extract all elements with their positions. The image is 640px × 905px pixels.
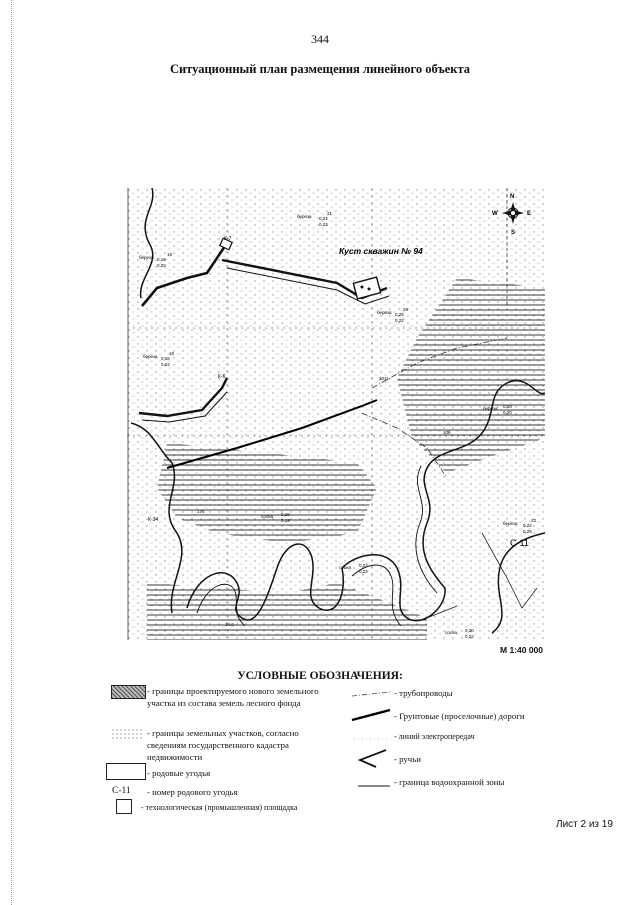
well-cluster-label: Куст скважин № 94 [339, 246, 423, 256]
forest-note-top: 18 [169, 351, 175, 356]
legend-pipelines-text: - трубопроводы [394, 688, 453, 698]
legend-streams-symbol [356, 748, 388, 773]
forest-note-species: береза [483, 406, 498, 411]
stream-line-symbol [356, 748, 388, 768]
page-number: 344 [311, 32, 329, 46]
forest-note-species: береза [139, 255, 154, 260]
label-k6: К-6 [218, 374, 226, 380]
label-106: 106 [443, 430, 451, 435]
legend-power-text: - линий электропередач [394, 732, 475, 741]
legend-streams-text: - ручьи [394, 754, 421, 764]
binding-margin-line [11, 0, 12, 905]
forest-note-fraction: 0,21 [319, 216, 328, 221]
legend-ancestral-swatch [106, 763, 146, 780]
forest-note-top: 19 [167, 252, 173, 257]
forest-note-fraction: 0,19 [503, 404, 512, 409]
legend-new-plot-text: - границы проектируемого нового земельного участка из состава земель лесного фонда [147, 686, 319, 709]
legend-water-zone-text: - граница водоохранной зоны [394, 777, 505, 787]
legend-tech-site-text: - технологическая (промышленная) площадка [141, 803, 298, 812]
forest-note-species: береза [503, 521, 518, 526]
situation-map [127, 188, 545, 640]
label-176: 176 [197, 509, 205, 514]
road-line-symbol [350, 708, 392, 722]
forest-note-fraction: 0,20 [465, 628, 474, 633]
power-line-symbol [352, 734, 392, 744]
pipeline-line-symbol [350, 689, 392, 699]
forest-note-top: 21 [327, 211, 333, 216]
sheet-number: Лист 2 из 19 [556, 819, 613, 830]
forest-note-fraction: 0,22 [523, 523, 532, 528]
forest-note-species: сосна [445, 630, 458, 635]
forest-note-species: сосна [339, 565, 352, 570]
legend-water-zone-symbol [356, 777, 392, 795]
legend-c11-code: С-11 [112, 786, 131, 796]
forest-note-top: 22 [531, 518, 537, 523]
forest-note-fraction: 0,19 [157, 257, 166, 262]
legend-pipelines-symbol [350, 686, 392, 704]
forest-note-sub: 0,19 [281, 518, 290, 523]
compass-north: N [510, 194, 515, 200]
legend-cadastre-text: - границы земельных участков, согласно сведениям государственного кадастра недвижимости [147, 728, 299, 763]
legend-new-plot-swatch [111, 685, 146, 699]
map-scale: М 1:40 000 [500, 645, 543, 655]
legend-cadastre-swatch [111, 728, 144, 740]
legend-ancestral-text: - родовые угодья [147, 768, 211, 778]
legend-title: УСЛОВНЫЕ ОБОЗНАЧЕНИЯ: [237, 670, 403, 682]
forest-note-top: 25 [403, 307, 409, 312]
forest-note-fraction: 0,19 [281, 512, 290, 517]
forest-note-species: береза [143, 354, 158, 359]
compass-south: S [511, 230, 516, 236]
forest-note-sub: 0,22 [359, 569, 368, 574]
forest-note-fraction: 0,22 [359, 563, 368, 568]
compass-east: E [527, 211, 532, 217]
legend-roads-text: - Грунтовые (проселочные) дороги [394, 711, 525, 721]
label-c11: С-11 [510, 538, 529, 548]
forest-note-sub: 0,22 [465, 634, 474, 639]
compass-west: W [492, 211, 498, 217]
forest-note-species: береза [297, 214, 312, 219]
forest-note-fraction: 0,18 [161, 356, 170, 361]
water-zone-line-symbol [356, 782, 392, 790]
document-title: Ситуационный план размещения линейного объекта [169, 62, 471, 76]
forest-note-species: береза [377, 310, 392, 315]
label-14: 14.0 [225, 622, 234, 627]
legend-tech-site-swatch [116, 799, 132, 814]
legend-power-symbol [352, 731, 392, 749]
forest-note-sub: 0,20 [157, 263, 166, 268]
forest-note-sub: 0,20 [503, 410, 512, 415]
forest-note-sub: 0,22 [319, 222, 328, 227]
label-2011: 2011 [379, 376, 389, 381]
label-k34: К-34 [148, 517, 159, 523]
forest-note-sub: 0,28 [523, 529, 532, 534]
forest-note-sub: 0,22 [161, 362, 170, 367]
legend-roads-symbol [350, 708, 392, 727]
forest-note-species: сосна [261, 514, 274, 519]
forest-note-fraction: 0,25 [395, 312, 404, 317]
forest-note-sub: 0,22 [395, 318, 404, 323]
legend-c11-text: - номер родового угодья [147, 787, 238, 797]
label-k7: К-7 [224, 236, 232, 242]
map-canvas [127, 188, 545, 640]
